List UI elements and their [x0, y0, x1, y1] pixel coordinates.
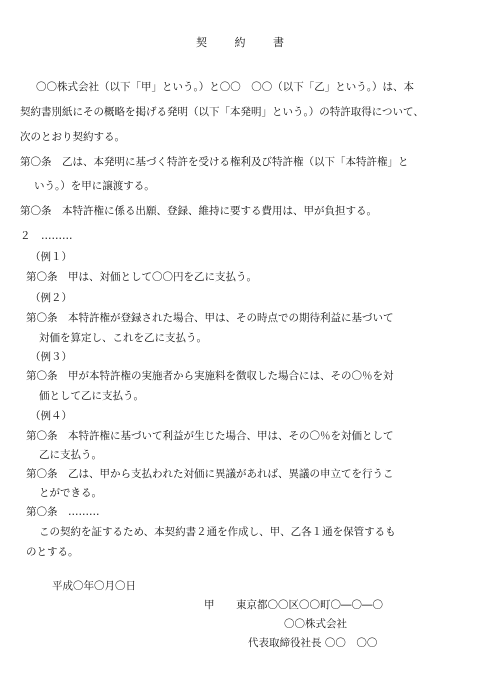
article-costs-para2: ２ ………	[20, 230, 73, 242]
signature-representative: 代表取締役社長 〇〇 〇〇	[248, 637, 378, 649]
example-1-label: （例１）	[30, 251, 72, 263]
example-3-article-cont: 価として乙に支払う。	[39, 390, 144, 402]
example-4-label: （例４）	[30, 410, 72, 422]
article-objection: 第〇条 乙は、甲から支払われた対価に異議があれば、異議の申立てを行うこ	[26, 468, 394, 480]
signature-company: 〇〇株式会社	[284, 618, 347, 630]
article-placeholder: 第〇条 ………	[26, 506, 100, 518]
article-assignment-cont: いう。）を甲に譲渡する。	[34, 180, 155, 192]
closing-line-2: のとする。	[26, 546, 79, 558]
example-3-label: （例３）	[30, 351, 72, 363]
article-costs: 第〇条 本特許権に係る出願、登録、維持に要する費用は、甲が負担する。	[20, 205, 377, 217]
example-1-article: 第〇条 甲は、対価として〇〇円を乙に支払う。	[26, 271, 257, 283]
article-objection-cont: とができる。	[39, 487, 102, 499]
intro-line-3: 次のとおり契約する。	[20, 131, 125, 143]
document-title: 契 約 書	[196, 36, 296, 49]
example-2-article: 第〇条 本特許権が登録された場合、甲は、その時点での期待利益に基づいて	[26, 312, 394, 324]
signature-address: 東京都〇〇区〇〇町〇―〇―〇	[236, 599, 383, 611]
intro-line-1: 〇〇株式会社（以下「甲」という。）と〇〇 〇〇（以下「乙」という。）は、本	[36, 81, 414, 93]
signature-party-label: 甲	[204, 599, 215, 611]
example-4-article-cont: 乙に支払う。	[39, 449, 102, 461]
example-3-article: 第〇条 甲が本特許権の実施者から実施料を徴収した場合には、その〇％を対	[26, 370, 394, 382]
intro-line-2: 契約書別紙にその概略を掲げる発明（以下「本発明」という。）の特許取得について、	[20, 106, 424, 118]
example-2-label: （例２）	[30, 292, 72, 304]
signature-date: 平成〇年〇月〇日	[52, 580, 136, 592]
article-assignment: 第〇条 乙は、本発明に基づく特許を受ける権利及び特許権（以下「本特許権」と	[20, 156, 409, 168]
closing-line-1: この契約を証するため、本契約書２通を作成し、甲、乙各１通を保管するも	[39, 526, 396, 538]
example-4-article: 第〇条 本特許権に基づいて利益が生じた場合、甲は、その〇％を対価として	[26, 430, 394, 442]
example-2-article-cont: 対価を算定し、これを乙に支払う。	[39, 332, 207, 344]
